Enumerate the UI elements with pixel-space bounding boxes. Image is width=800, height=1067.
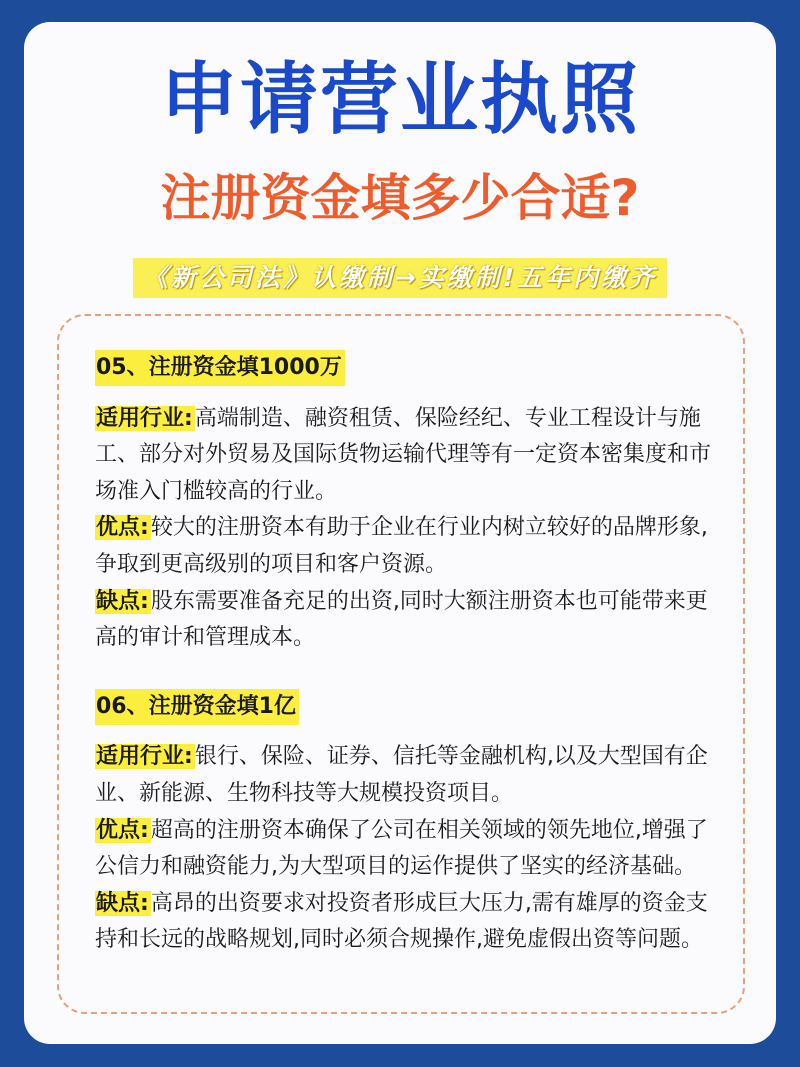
info-content (95, 350, 725, 959)
cons-text: 高昂的出资要求对投资者形成巨大压力,需有雄厚的资金支持和长远的战略规划,同时必须合规操作,避免虚假出资等问题。 (95, 890, 708, 953)
section-heading: 06、注册资金填1亿 (95, 689, 299, 725)
section-heading: 05、注册资金填1000万 (95, 350, 345, 386)
pros-text: 较大的注册资本有助于企业在行业内树立较好的品牌形象,争取到更高级别的项目和客户资源。 (95, 515, 708, 577)
pros-text: 超高的注册资本确保了公司在相关领域的领先地位,增强了公信力和融资能力,为大型项目的运作提供了坚实的经济基础。 (95, 817, 708, 880)
page-title: 申请营业执照 (159, 55, 640, 145)
pros-label: 优点: (96, 817, 149, 843)
law-banner: 《新公司法》认缴制→实缴制!五年内缴齐 (133, 258, 667, 298)
pros-paragraph (95, 510, 725, 583)
page-subtitle: 注册资金填多少合适? (160, 169, 640, 227)
cons-label: 缺点: (96, 588, 149, 614)
cons-paragraph (95, 886, 725, 959)
cons-text: 股东需要准备充足的出资,同时大额注册资本也可能带来更高的审计和管理成本。 (95, 588, 708, 651)
section-1yi (95, 689, 725, 959)
pros-label: 优点: (96, 515, 149, 541)
industry-label: 适用行业: (96, 744, 193, 770)
banner-wrap (0, 258, 800, 298)
cons-paragraph (95, 584, 725, 657)
industry-text: 高端制造、融资租赁、保险经纪、专业工程设计与施工、部分对外贸易及国际货物运输代理等有一定资本密集度和市场准入门槛较高的行业。 (95, 405, 712, 504)
industry-text: 银行、保险、证券、信托等金融机构,以及大型国有企业、新能源、生物科技等大规模投资项目。 (95, 744, 708, 806)
cons-label: 缺点: (96, 890, 149, 916)
industry-label: 适用行业: (96, 405, 193, 431)
industry-paragraph (95, 401, 725, 511)
industry-paragraph (95, 739, 725, 812)
pros-paragraph (95, 813, 725, 886)
section-1000w (95, 350, 725, 657)
